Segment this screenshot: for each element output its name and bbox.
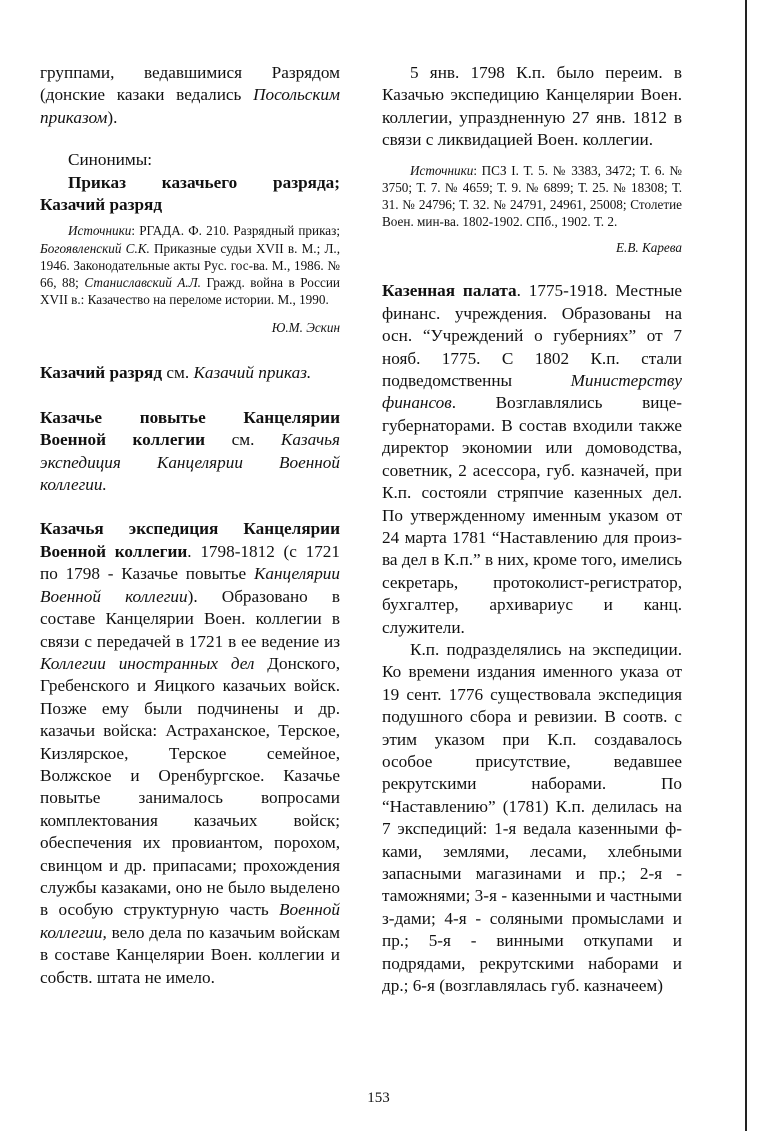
sources-block: Источники: ПСЗ I. Т. 5. № 3383, 3472; Т. 6. № 3750; Т. 7. № 4659; Т. 9. № 6899; Т. 25. № 18308; Т. 31. № 24796; Т. 32. № 24791, 24961, 25008; Столетие Воен. мин-ва. 1802-1902. СПб., 1902. Т. 2. <box>382 162 682 230</box>
synonyms-terms: Приказ казачьего разряда; Казачий разряд <box>40 172 340 215</box>
entry-kazachiy-razryad: Казачий разряд см. Казачий приказ. <box>40 363 312 383</box>
author-signature: Е.В. Карева <box>615 240 682 256</box>
right-column <box>382 62 682 997</box>
entry-kazachya-ekspeditsiya: Казачья экспедиция Канцелярии Военной коллегии. 1798-1812 (с 1721 по 1798 - Казачье повытье Канцелярии Военной коллегии). Образовано в составе Канцелярии Воен. коллегии в связи с передачей в 1721 в ее ведение из Коллегии иностранных дел Донского, Гребенского и Яицкого казачьих войск. Позже ему были подчинены и др. казачьи войска: Астраханское, Терское, Кизлярское, Терское семейное, Волжское и Оренбургское. Казачье повытье занималось вопросами комплектования казачьих войск; обеспечения их провиантом, порохом, свинцом и др. припасами; прохождения службы казаками, оно не было выделено в особую структурную часть Военной коллегии, вело дела по казачьим войскам в составе Канцелярии Воен. коллегии и собств. штата не имело. <box>40 519 341 987</box>
scan-edge-line <box>745 0 747 1131</box>
sources-block: Источники: РГАДА. Ф. 210. Разрядный приказ; Богоявленский С.К. Приказные судьи XVII в. М.; Л., 1946. Законодательные акты Рус. гос-ва. М., 1986. № 66, 88; Станиславский А.Л. Гражд. война в России XVII в.: Казачество на переломе истории. М., 1990. <box>40 223 340 308</box>
entry-kazachye-povytye: Казачье повытье Канцелярии Военной коллегии см. Казачья экспедиция Канцелярии Военной коллегии. <box>40 407 340 495</box>
entry-kazennaya-palata: Казенная палата. 1775-1918. Местные финанс. учреждения. Образованы на осн. “Учреждений о губерниях” от 7 нояб. 1775. С 1802 К.п. стали подведомственны Министерству финансов. Возглавлялись вице-губернаторами. В состав входили также директор экономии или домоводства, советник, 2 асессора, губ. казначей, при К.п. состояли стряпчие казенных дел. По утвержденному именным указом от 24 марта 1781 “Наставлению для произ-ва дел в К.п.” в них, кроме того, имелись секретарь, протоколист-регистратор, бухгалтер, архивариус и канц. служители. <box>382 281 683 637</box>
paragraph-ekspeditsii: К.п. подразделялись на экспедиции. Ко времени издания именного указа от 19 сент. 1776 существовала экспедиция подушного сбора и ревизии. В соотв. с этим указом при К.п. создавалось особое присутствие, ведавшее рекрутскими наборами. По “Наставлению” (1781) К.п. делилась на 7 экспедиций: 1-я ведала казенными ф-ками, землями, лесами, хлебными запасными магазинами и пр.; 2-я - таможнями; 3-я - казенными и частными з-дами; 4-я - соляными промыслами и пр.; 5-я - винными откупами и подрядами, рекрутскими наборами и др.; 6-я (возглавлялась губ. казначеем) <box>382 639 682 996</box>
left-column <box>40 62 340 989</box>
continuation-paragraph: 5 янв. 1798 К.п. было переим. в Казачью экспедицию Канцелярии Воен. коллегии, упраздненную 27 янв. 1812 в связи с ликвидацией Воен. коллегии. <box>382 63 682 150</box>
synonyms-label: Синонимы: <box>68 150 153 170</box>
continuation-paragraph: группами, ведавшимися Разрядом (донские казаки ведались Посольским приказом). <box>40 63 340 127</box>
author-signature: Ю.М. Эскин <box>271 320 340 336</box>
page-number: 153 <box>367 1090 390 1106</box>
